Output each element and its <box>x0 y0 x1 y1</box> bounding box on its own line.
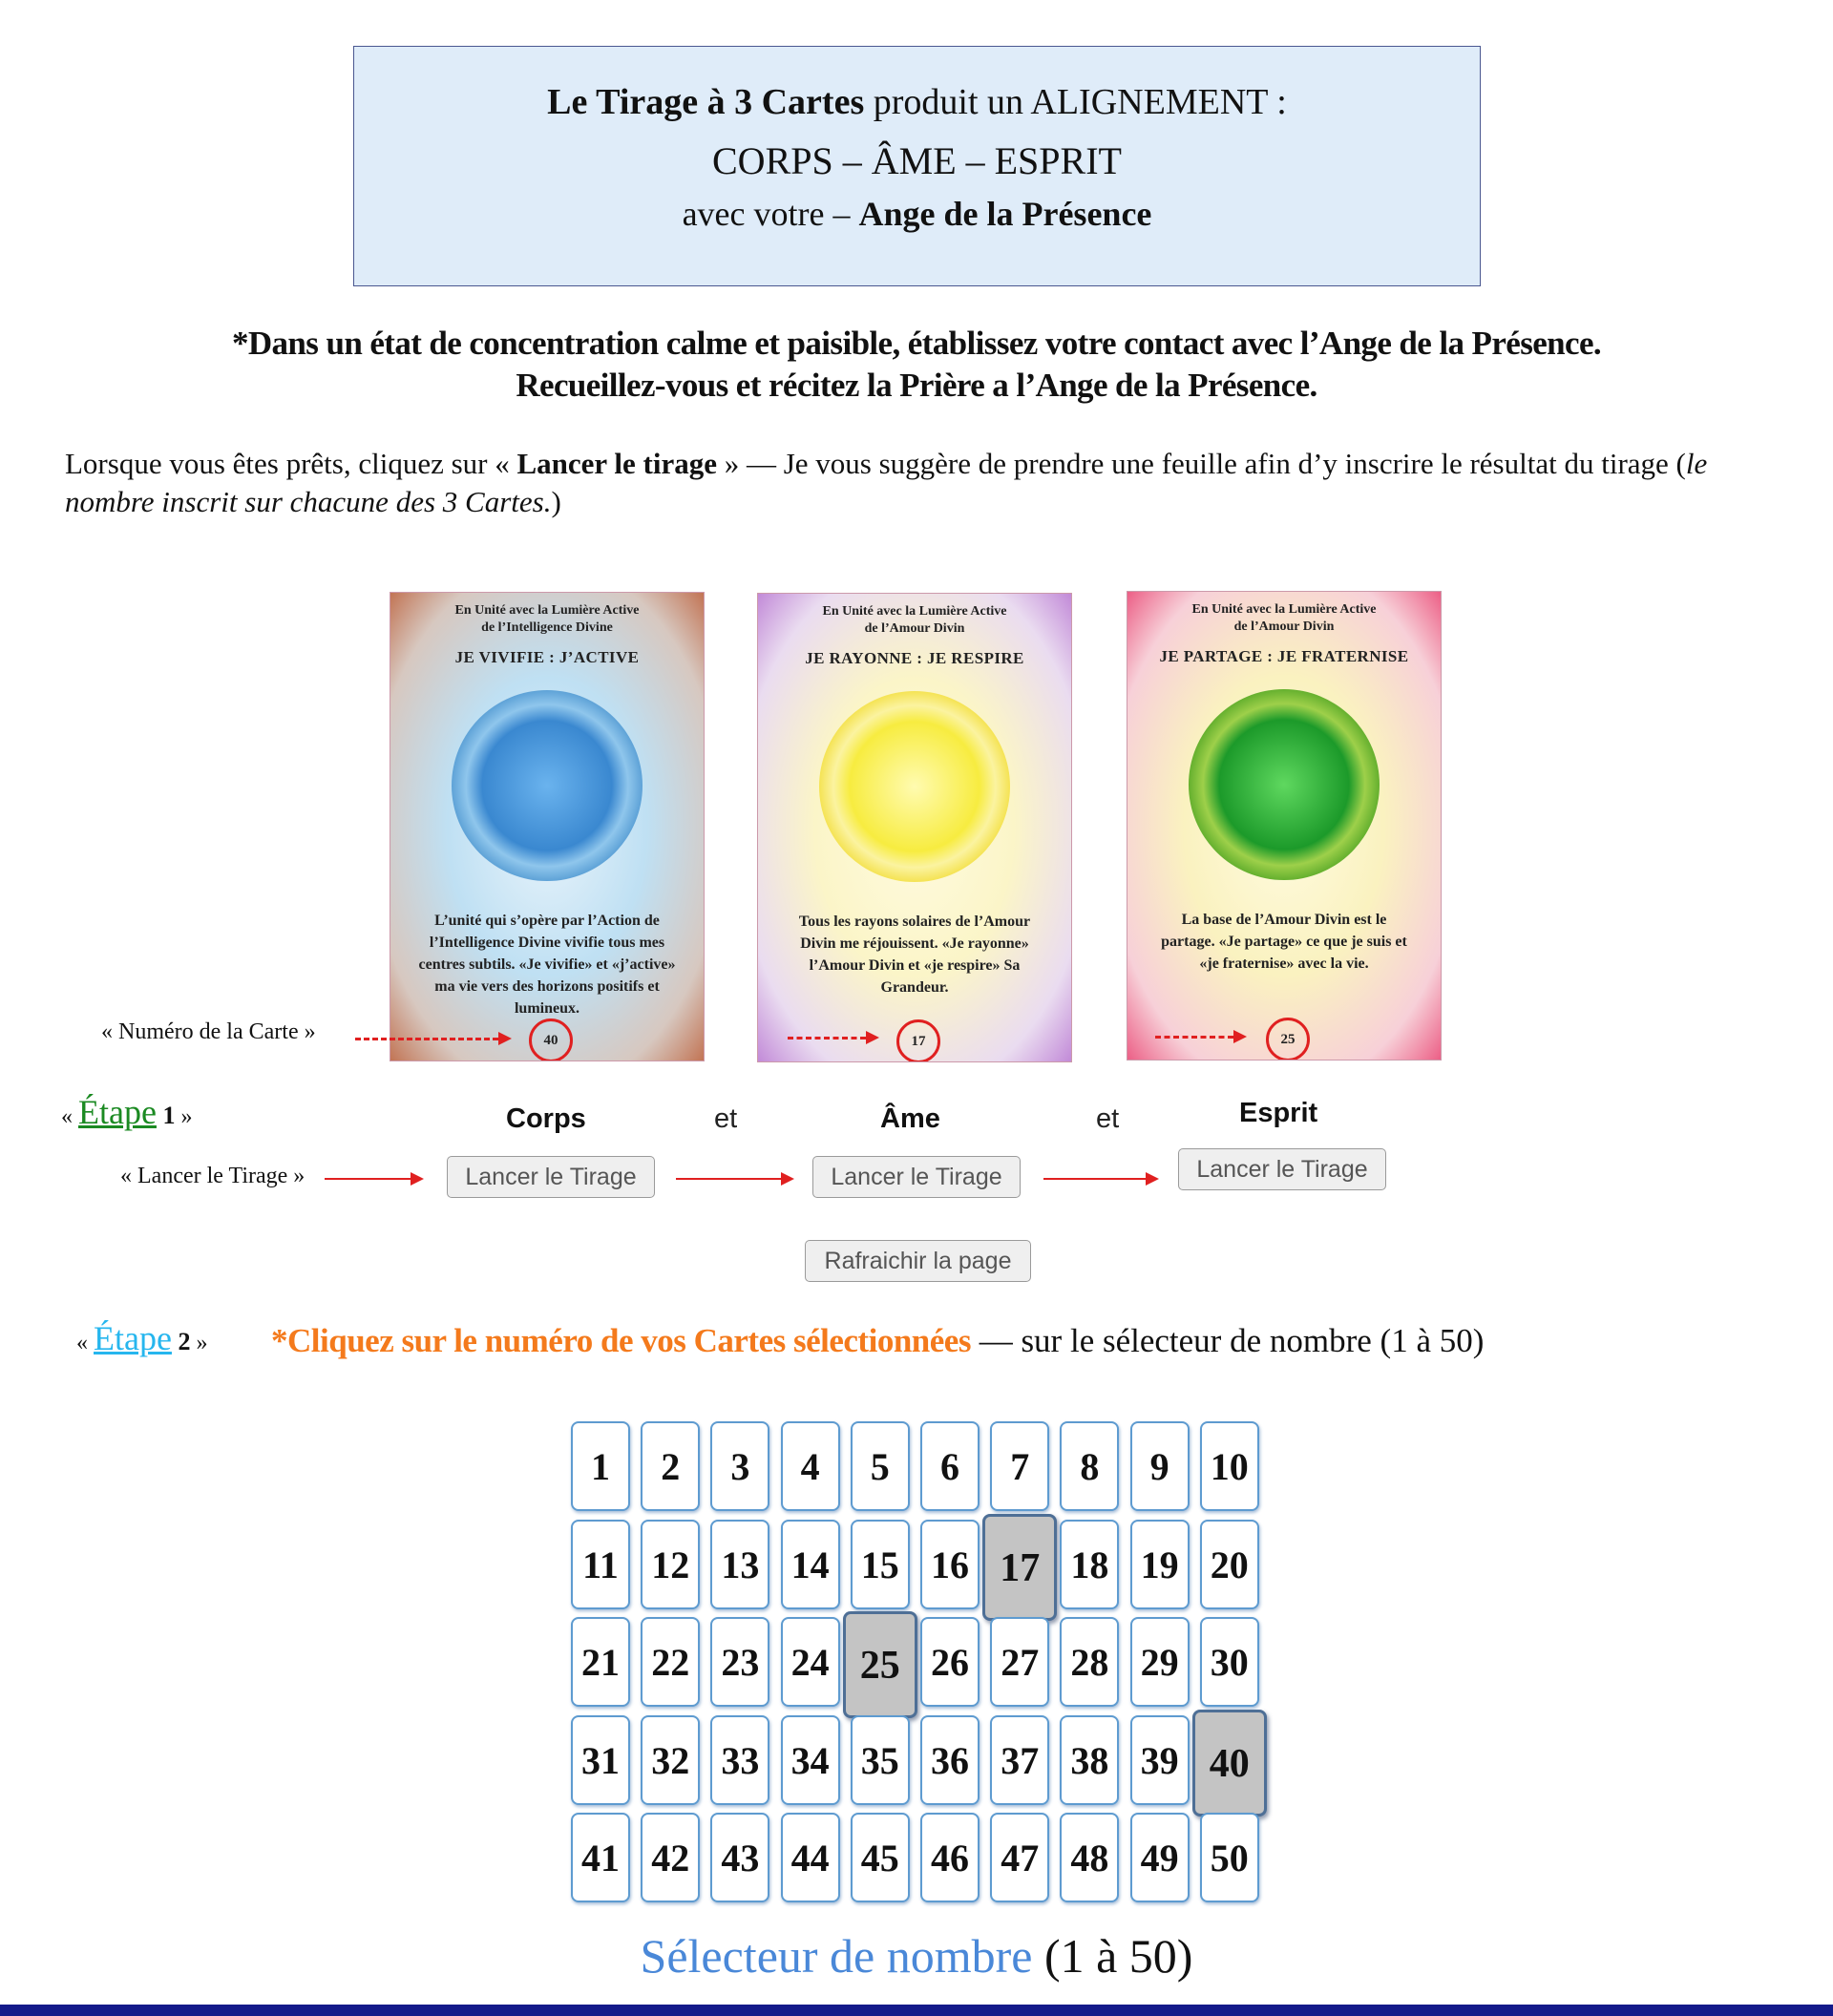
number-cell-34[interactable]: 34 <box>781 1715 840 1805</box>
number-cell-22[interactable]: 22 <box>641 1617 700 1707</box>
number-cell-25[interactable]: 25 <box>843 1611 917 1718</box>
step-2-instruction: *Cliquez sur le numéro de vos Cartes sélectionnées — sur le sélecteur de nombre (1 à 50) <box>271 1322 1485 1359</box>
arrow-line <box>1043 1178 1150 1180</box>
number-cell-48[interactable]: 48 <box>1060 1813 1119 1902</box>
arrow-right-icon <box>866 1031 879 1044</box>
number-cell-4[interactable]: 4 <box>781 1421 840 1511</box>
number-cell-50[interactable]: 50 <box>1200 1813 1259 1902</box>
number-cell-27[interactable]: 27 <box>990 1617 1049 1707</box>
number-cell-30[interactable]: 30 <box>1200 1617 1259 1707</box>
number-cell-35[interactable]: 35 <box>851 1715 910 1805</box>
label-esprit: Esprit <box>1239 1098 1318 1128</box>
number-cell-32[interactable]: 32 <box>641 1715 700 1805</box>
card-flower-image <box>452 690 643 881</box>
connector-et: et <box>1096 1103 1120 1134</box>
launch-draw-button-corps[interactable]: Lancer le Tirage <box>447 1156 655 1198</box>
arrow-line <box>325 1178 420 1180</box>
card-number: 40 <box>529 1018 573 1061</box>
number-cell-38[interactable]: 38 <box>1060 1715 1119 1805</box>
number-cell-14[interactable]: 14 <box>781 1520 840 1609</box>
number-cell-9[interactable]: 9 <box>1130 1421 1190 1511</box>
bottom-bar <box>0 2005 1833 2016</box>
card-text: Tous les rayons solaires de l’Amour Divin me réjouissent. «Je rayonne» l’Amour Divin et «je respire» Sa Grandeur. <box>798 914 1031 996</box>
dashed-arrow-line <box>355 1038 498 1040</box>
number-cell-26[interactable]: 26 <box>920 1617 980 1707</box>
number-cell-28[interactable]: 28 <box>1060 1617 1119 1707</box>
launch-label: « Lancer le Tirage » <box>120 1164 306 1188</box>
card-text: La base de l’Amour Divin est le partage. «Je partage» ce que je suis et «je fraternise» avec la vie. <box>1161 912 1407 972</box>
number-cell-42[interactable]: 42 <box>641 1813 700 1902</box>
number-cell-18[interactable]: 18 <box>1060 1520 1119 1609</box>
dashed-arrow-line <box>788 1037 866 1040</box>
dashed-arrow-line <box>1155 1036 1233 1039</box>
launch-draw-button-ame[interactable]: Lancer le Tirage <box>812 1156 1021 1198</box>
number-cell-31[interactable]: 31 <box>571 1715 630 1805</box>
card-corps <box>390 592 705 1061</box>
card-motto: JE RAYONNE : JE RESPIRE <box>805 649 1024 667</box>
refresh-page-button[interactable]: Rafraichir la page <box>805 1240 1031 1282</box>
number-cell-20[interactable]: 20 <box>1200 1520 1259 1609</box>
step-2-label: « Étape 2 » <box>76 1319 208 1357</box>
arrow-right-icon <box>1146 1172 1159 1186</box>
launch-draw-button-esprit[interactable]: Lancer le Tirage <box>1178 1148 1386 1190</box>
card-header: En Unité avec la Lumière Active de l’Amour Divin <box>822 604 1007 636</box>
number-cell-2[interactable]: 2 <box>641 1421 700 1511</box>
number-cell-1[interactable]: 1 <box>571 1421 630 1511</box>
title-line-2: CORPS – ÂME – ESPRIT <box>712 139 1122 182</box>
title-line-1: Le Tirage à 3 Cartes produit un ALIGNEMENT : <box>547 82 1287 122</box>
number-cell-11[interactable]: 11 <box>571 1520 630 1609</box>
instruction-line-2: Recueillez-vous et récitez la Prière a l’Ange de la Présence. <box>516 367 1317 404</box>
number-cell-13[interactable]: 13 <box>710 1520 769 1609</box>
arrow-right-icon <box>781 1172 794 1186</box>
arrow-right-icon <box>1233 1030 1247 1043</box>
card-esprit <box>1127 591 1442 1060</box>
step-1-label: « Étape 1 » <box>61 1093 193 1131</box>
number-cell-39[interactable]: 39 <box>1130 1715 1190 1805</box>
card-ame <box>757 593 1072 1062</box>
label-corps: Corps <box>506 1103 586 1134</box>
number-cell-33[interactable]: 33 <box>710 1715 769 1805</box>
number-cell-49[interactable]: 49 <box>1130 1813 1190 1902</box>
number-cell-8[interactable]: 8 <box>1060 1421 1119 1511</box>
card-number-label: « Numéro de la Carte » <box>101 1019 316 1044</box>
number-cell-43[interactable]: 43 <box>710 1813 769 1902</box>
card-motto: JE PARTAGE : JE FRATERNISE <box>1159 647 1409 665</box>
arrow-line <box>676 1178 787 1180</box>
card-number: 25 <box>1266 1018 1310 1060</box>
card-header: En Unité avec la Lumière Active de l’Intelligence Divine <box>454 603 640 635</box>
number-cell-41[interactable]: 41 <box>571 1813 630 1902</box>
number-cell-40[interactable]: 40 <box>1192 1710 1267 1816</box>
connector-et: et <box>714 1103 738 1134</box>
card-number: 17 <box>896 1019 940 1062</box>
arrow-right-icon <box>411 1172 424 1186</box>
number-cell-12[interactable]: 12 <box>641 1520 700 1609</box>
instruction-line-1: *Dans un état de concentration calme et paisible, établissez votre contact avec l’Ange de la Présence. <box>231 325 1602 362</box>
number-cell-37[interactable]: 37 <box>990 1715 1049 1805</box>
number-cell-7[interactable]: 7 <box>990 1421 1049 1511</box>
label-ame: Âme <box>880 1103 940 1134</box>
number-selector <box>571 1421 1266 1902</box>
selector-caption: Sélecteur de nombre (1 à 50) <box>640 1929 1193 1983</box>
number-cell-15[interactable]: 15 <box>851 1520 910 1609</box>
number-cell-17[interactable]: 17 <box>982 1514 1057 1621</box>
number-cell-44[interactable]: 44 <box>781 1813 840 1902</box>
number-cell-3[interactable]: 3 <box>710 1421 769 1511</box>
number-cell-5[interactable]: 5 <box>851 1421 910 1511</box>
number-cell-47[interactable]: 47 <box>990 1813 1049 1902</box>
number-cell-29[interactable]: 29 <box>1130 1617 1190 1707</box>
card-flower-image <box>1189 689 1380 880</box>
number-cell-6[interactable]: 6 <box>920 1421 980 1511</box>
number-cell-36[interactable]: 36 <box>920 1715 980 1805</box>
card-motto: JE VIVIFIE : J’ACTIVE <box>454 648 640 666</box>
number-cell-21[interactable]: 21 <box>571 1617 630 1707</box>
number-cell-46[interactable]: 46 <box>920 1813 980 1902</box>
number-cell-23[interactable]: 23 <box>710 1617 769 1707</box>
arrow-right-icon <box>498 1032 512 1045</box>
number-cell-45[interactable]: 45 <box>851 1813 910 1902</box>
card-header: En Unité avec la Lumière Active de l’Amour Divin <box>1191 602 1377 634</box>
card-text: L’unité qui s’opère par l’Action de l’Intelligence Divine vivifie tous mes centres subtils. «Je vivifie» et «j’active» ma vie vers des horizons positifs et lumineux. <box>418 913 676 1017</box>
number-cell-24[interactable]: 24 <box>781 1617 840 1707</box>
step-1-link[interactable]: Étape <box>78 1093 157 1131</box>
number-cell-19[interactable]: 19 <box>1130 1520 1190 1609</box>
number-cell-16[interactable]: 16 <box>920 1520 980 1609</box>
card-flower-image <box>819 691 1010 882</box>
step-2-link[interactable]: Étape <box>94 1319 172 1357</box>
number-cell-10[interactable]: 10 <box>1200 1421 1259 1511</box>
intro-paragraph: Lorsque vous êtes prêts, cliquez sur « Lancer le tirage » — Je vous suggère de prendre une feuille afin d’y inscrire le résultat du tirage (le nombre inscrit sur chacune des 3 Cartes.) <box>65 447 1708 518</box>
title-line-3: avec votre – Ange de la Présence <box>682 195 1152 233</box>
title-box <box>353 46 1481 286</box>
